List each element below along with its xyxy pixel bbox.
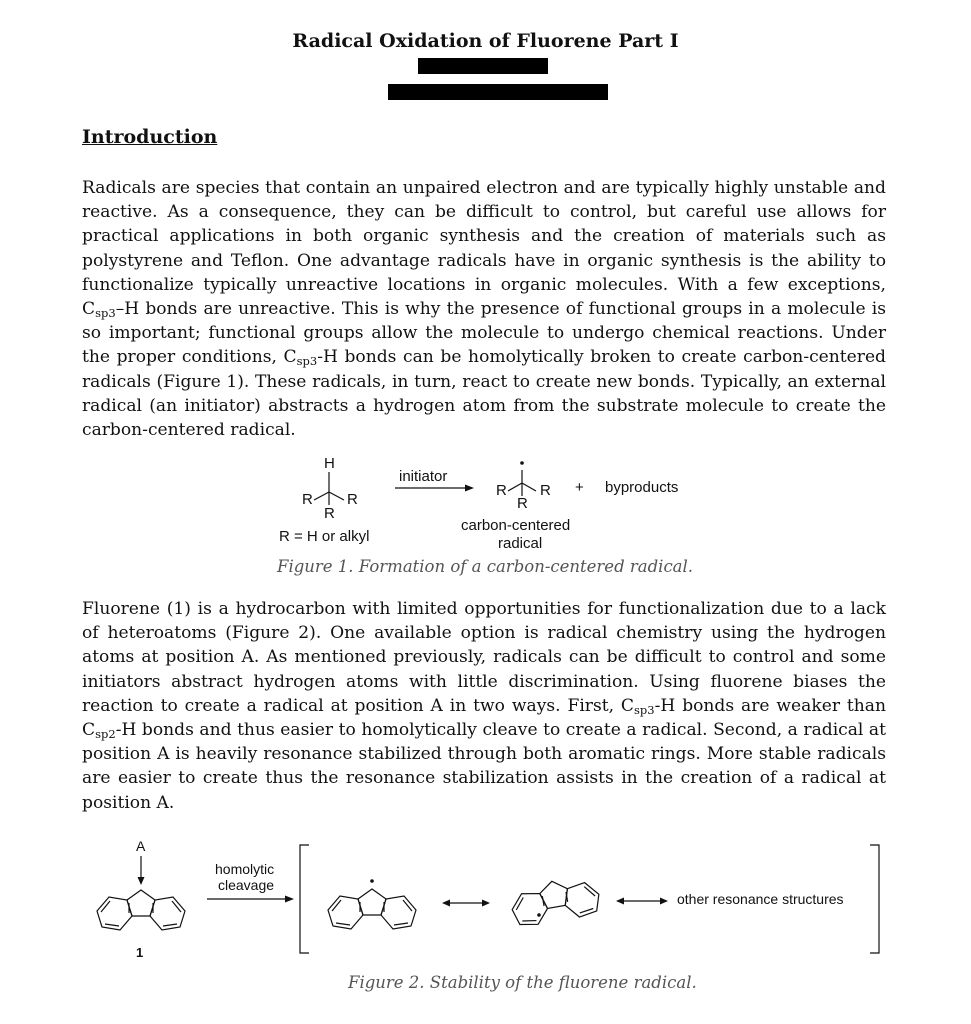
figure-2-caption: Figure 2. Stability of the fluorene radical.	[348, 973, 697, 992]
intro-paragraph-2	[82, 597, 886, 815]
figure-1-caption: Figure 1. Formation of a carbon-centered radical.	[277, 557, 694, 576]
resonance-arrowhead-left-1	[442, 900, 450, 907]
initiator-label: initiator	[399, 468, 448, 485]
subscript: sp2	[95, 727, 116, 742]
plus-sign: +	[575, 479, 584, 496]
section-heading-introduction: Introduction	[82, 126, 218, 148]
reaction-arrowhead	[465, 485, 474, 492]
text-run: -H bonds can be homolytically broken to create carbon-centered radicals (Figure 1). These radicals, in turn, react to create new bonds. Typically, an external radical (an initiator) abstracts a hydrogen atom from the substrate molecule to create the carbon-centered radical.	[82, 347, 887, 441]
reactant-r-bottom: R	[324, 505, 335, 522]
document-title: Radical Oxidation of Fluorene Part I	[292, 30, 679, 52]
resonance-arrowhead-right-1	[482, 900, 490, 907]
reactant-r-right: R	[347, 491, 358, 508]
intro-paragraph-1	[82, 176, 886, 442]
text-run: Fluorene (1) is a hydrocarbon with limited opportunities for functionalization due to a lack of heteroatoms (Figure 2). One available option is radical chemistry using the hydrogen atoms at position A. As mentioned previously, radicals can be difficult to control and some initiators abstract hydrogen atoms with little discrimination. Using fluorene biases the reaction to create a radical at position A in two ways. First, C	[82, 599, 886, 716]
figure-1-scheme	[0, 450, 971, 560]
fluorenyl-radical-structure-1	[328, 889, 416, 929]
redacted-affiliation	[388, 84, 608, 100]
homolytic-label: homolytic	[215, 861, 275, 877]
product-label-line2: radical	[498, 535, 543, 552]
fluorenyl-radical-structure-2	[509, 874, 603, 929]
reactant-r-left: R	[302, 491, 313, 508]
figure-2-scheme	[0, 835, 971, 965]
resonance-arrowhead-right-2	[660, 898, 668, 905]
product-r-right: R	[540, 482, 551, 499]
reactant-h-label: H	[324, 455, 335, 472]
text-run: –H bonds are unreactive. This is why the presence of functional groups in a molecule is so important; functional groups allow the molecule to undergo chemical reactions. Under the proper conditions, C	[82, 299, 886, 368]
subscript: sp3	[634, 702, 655, 717]
text-run: -H bonds and thus easier to homolytically cleave to create a radical. Second, a radical at position A is heavily resonance stabilized through both aromatic rings. More stable radicals are easier to create thus the resonance stabilization assists in the creation of a radical at position A.	[82, 720, 886, 813]
fluorene-structure	[97, 890, 185, 930]
subscript: sp3	[95, 306, 116, 321]
byproducts-label: byproducts	[605, 479, 679, 496]
radical-dot	[520, 461, 524, 465]
text-run: Radicals are species that contain an unpaired electron and are typically highly unstable and reactive. As a consequence, they can be difficult to control, but careful use allows for practical applications in both organic synthesis and the creation of materials such as polystyrene and Teflon. One advantage radicals have in organic synthesis is the ability to functionalize typically unreactive locations in organic molecules. With a few exceptions, C	[82, 178, 886, 320]
cleavage-label: cleavage	[218, 877, 275, 893]
position-a-label: A	[136, 838, 146, 854]
radical-dot	[537, 913, 541, 917]
position-a-arrowhead	[138, 877, 145, 885]
product-r-left: R	[496, 482, 507, 499]
text-run: -H bonds are weaker than C	[82, 695, 886, 741]
resonance-arrowhead-left-2	[616, 898, 624, 905]
r-definition: R = H or alkyl	[279, 528, 370, 545]
product-r-bottom: R	[517, 495, 528, 512]
other-resonance-label: other resonance structures	[677, 891, 844, 907]
cleavage-arrowhead	[285, 896, 294, 903]
radical-dot	[370, 879, 374, 883]
product-label-line1: carbon-centered	[461, 517, 571, 534]
compound-number: 1	[136, 945, 144, 960]
subscript: sp3	[296, 354, 318, 369]
redacted-author	[418, 58, 548, 74]
